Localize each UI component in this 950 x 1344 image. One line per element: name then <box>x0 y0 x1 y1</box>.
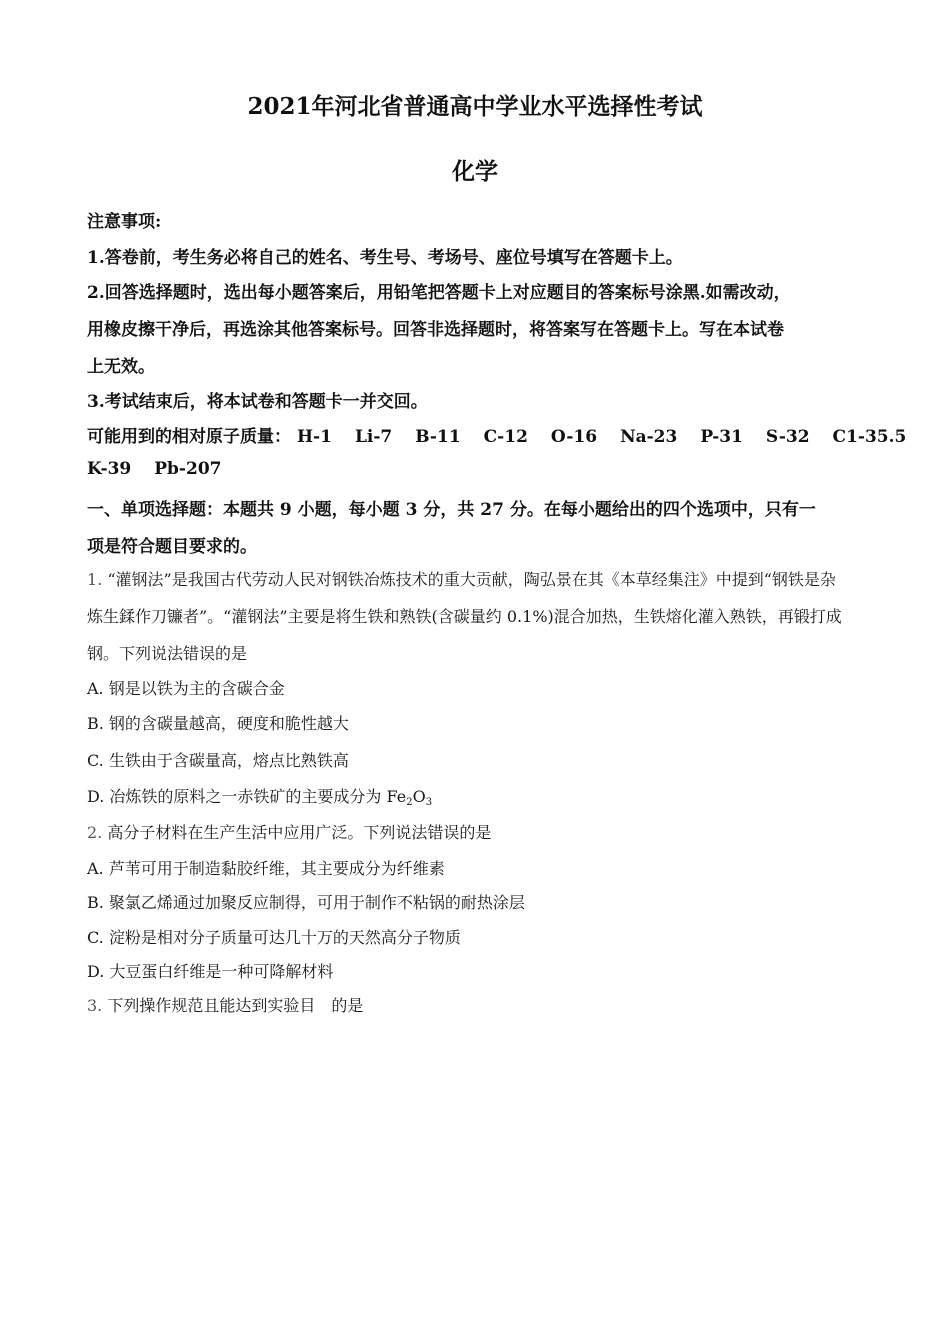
question-1-line-3: 钢。下列说法错误的是 <box>87 644 248 663</box>
question-2-option-b: B. 聚氯乙烯通过加聚反应制得，可用于制作不粘锅的耐热涂层 <box>87 893 525 912</box>
question-number: 1. <box>87 570 103 589</box>
atomic-mass-item: Na-23 <box>620 427 678 447</box>
atomic-mass-item: Pb-207 <box>154 459 222 479</box>
note-2-line-1: 2.回答选择题时，选出每小题答案后，用铅笔把答题卡上对应题目的答案标号涂黑.如需改动， <box>87 283 791 303</box>
atomic-mass-line-2 <box>87 459 244 479</box>
question-3-stem <box>87 993 363 1016</box>
question-2-option-d: D. 大豆蛋白纤维是一种可降解材料 <box>87 962 334 981</box>
note-3: 3.考试结束后，将本试卷和答题卡一并交回。 <box>87 392 428 412</box>
atomic-mass-line-1 <box>87 422 929 447</box>
atomic-mass-item: K-39 <box>87 459 132 479</box>
question-1-line-2: 炼生鍒作刀镰者”。“灌钢法”主要是将生铁和熟铁(含碳量约 0.1%)混合加热，生铁熔化灌入熟铁，再锻打成 <box>87 607 842 626</box>
atomic-mass-item: O-16 <box>550 427 598 447</box>
note-1: 1.答卷前，考生务必将自己的姓名、考生号、考场号、座位号填写在答题卡上。 <box>87 248 683 268</box>
question-1-line-1 <box>87 567 836 590</box>
question-1-option-d <box>87 784 432 807</box>
notes-heading: 注意事项: <box>87 212 162 232</box>
option-d-text: D. 冶炼铁的原料之一赤铁矿的主要成分为 Fe <box>87 787 407 806</box>
atomic-mass-item: P-31 <box>700 427 743 447</box>
question-2-option-a: A. 芦苇可用于制造黏胶纤维，其主要成分为纤维素 <box>87 859 445 878</box>
atomic-mass-item: S-32 <box>765 427 810 447</box>
atomic-mass-item: C-12 <box>483 427 528 447</box>
question-1-option-a: A. 钢是以铁为主的含碳合金 <box>87 679 285 698</box>
oxygen-symbol: O <box>412 787 426 806</box>
section-1-heading-line-1: 一、单项选择题：本题共 9 小题，每小题 3 分，共 27 分。在每小题给出的四个选项中，只有一 <box>87 500 816 520</box>
question-2-stem-text: 高分子材料在生产生活中应用广泛。下列说法错误的是 <box>107 823 492 842</box>
question-1-stem-1: “灌钢法”是我国古代劳动人民对钢铁冶炼技术的重大贡献，陶弘景在其《本草经集注》中提到“钢铁是杂 <box>107 570 836 589</box>
question-1-option-c: C. 生铁由于含碳量高，熔点比熟铁高 <box>87 751 349 770</box>
exam-title: 2021年河北省普通高中学业水平选择性考试 <box>247 93 703 120</box>
question-number: 2. <box>87 823 103 842</box>
atomic-mass-item: H-1 <box>297 427 332 447</box>
atomic-mass-item: Li-7 <box>354 427 393 447</box>
atomic-mass-label: 可能用到的相对原子质量： <box>87 427 291 447</box>
subscript: 3 <box>425 797 433 808</box>
note-2-line-3: 上无效。 <box>87 357 155 377</box>
atomic-mass-item: B-11 <box>415 427 461 447</box>
question-number: 3. <box>87 996 103 1015</box>
subscript: 2 <box>406 797 413 808</box>
question-2-stem <box>87 820 491 843</box>
subject-title: 化学 <box>452 158 498 185</box>
question-2-option-c: C. 淀粉是相对分子质量可达几十万的天然高分子物质 <box>87 928 461 947</box>
atomic-mass-item: C1-35.5 <box>832 427 907 447</box>
section-1-heading-line-2: 项是符合题目要求的。 <box>87 537 257 557</box>
question-3-stem-text: 下列操作规范且能达到实验目 的是 <box>107 996 364 1015</box>
note-2-line-2: 用橡皮擦干净后，再选涂其他答案标号。回答非选择题时，将答案写在答题卡上。写在本试卷 <box>87 320 784 340</box>
question-1-option-b: B. 钢的含碳量越高，硬度和脆性越大 <box>87 714 349 733</box>
